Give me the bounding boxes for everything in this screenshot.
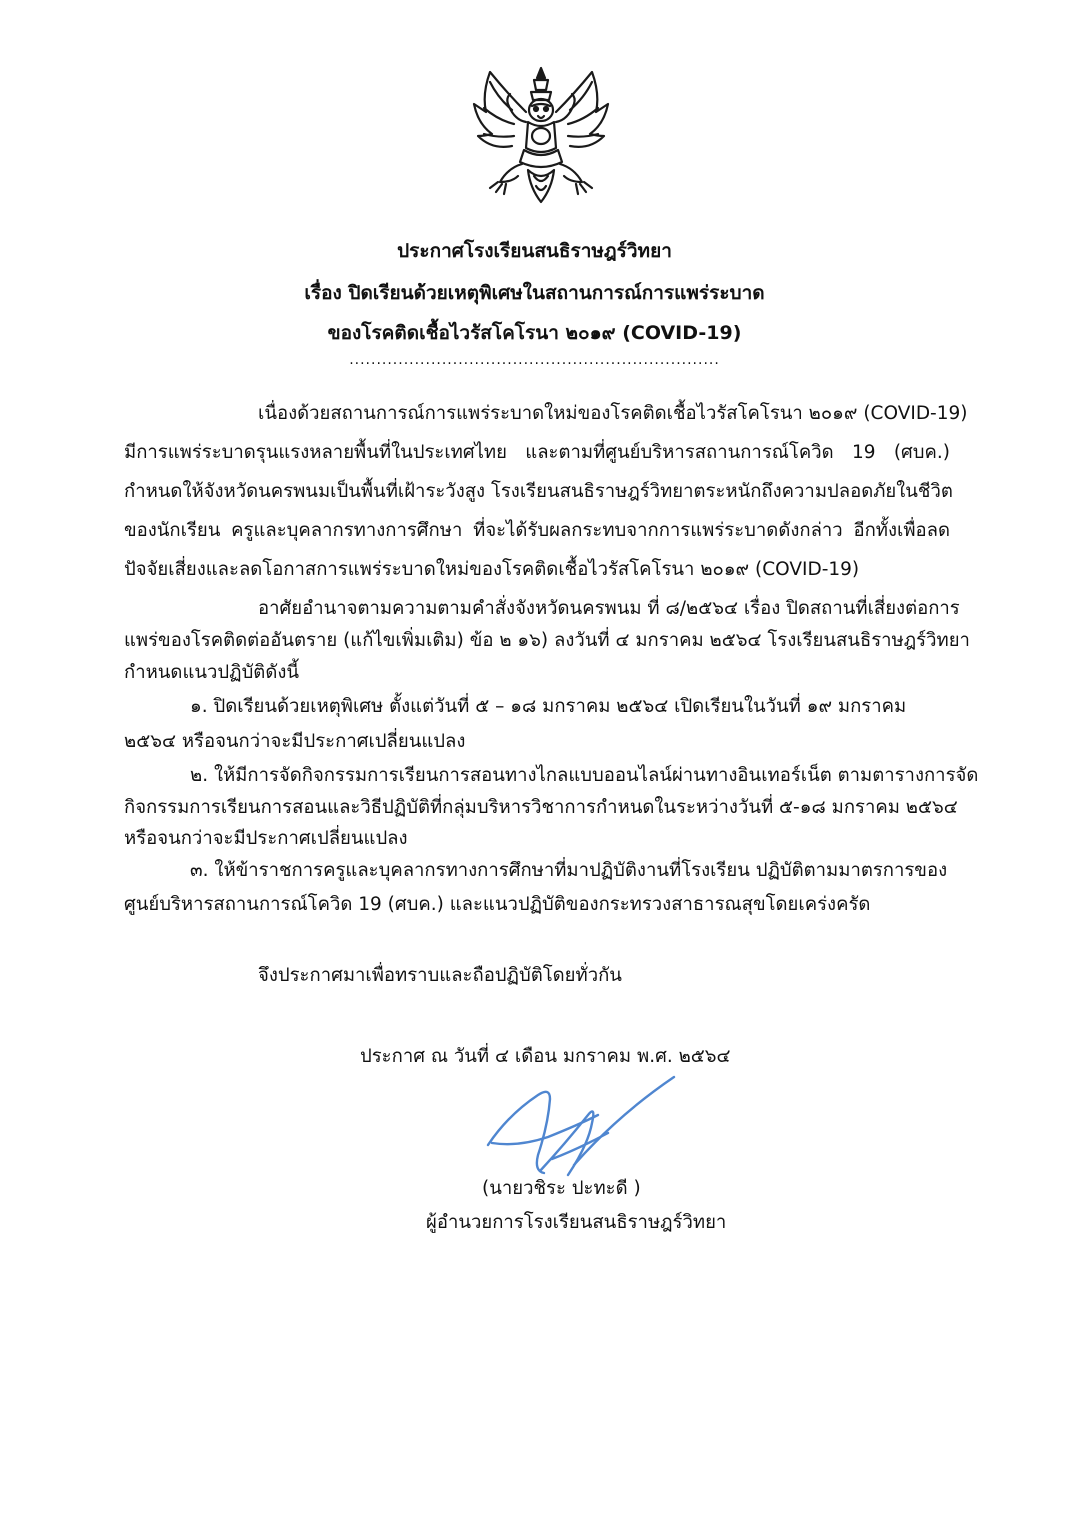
subject-line-continued: ของโรคติดเชื้อไวรัสโคโรนา ๒๐๑๙ (COVID-19) [327,322,742,344]
list-item-3: ๓. ให้ข้าราชการครูและบุคลากรทางการศึกษาที่มาปฏิบัติงานที่โรงเรียน ปฏิบัติตามมาตรการของ [190,860,948,881]
list-item-3-continued: ศูนย์บริหารสถานการณ์โควิด 19 (ศบค.) และแนวปฏิบัติของกระทรวงสาธารณสุขโดยเคร่งครัด [124,894,871,915]
list-item-2-continued: กิจกรรมการเรียนการสอนและวิธีปฏิบัติที่กลุ่มบริหารวิชาการกำหนดในระหว่างวันที่ ๕-๑๘ มกราคม ๒๕๖๔ [124,797,958,818]
paragraph-line: กำหนดให้จังหวัดนครพนมเป็นพื้นที่เฝ้าระวังสูง โรงเรียนสนธิราษฎร์วิทยาตระหนักถึงความปลอดภัยในชีวิต [124,481,953,502]
title-divider: .................................................................... [349,352,720,368]
paragraph-line: ปัจจัยเสี่ยงและลดโอกาสการแพร่ระบาดใหม่ของโรคติดเชื้อไวรัสโคโรนา ๒๐๑๙ (COVID-19) [124,559,860,580]
paragraph-line: กำหนดแนวปฏิบัติดังนี้ [124,662,300,683]
signer-name: (นายวชิระ ปะทะดี ) [482,1178,641,1199]
signer-title: ผู้อำนวยการโรงเรียนสนธิราษฎร์วิทยา [426,1212,727,1233]
closing-statement: จึงประกาศมาเพื่อทราบและถือปฏิบัติโดยทั่วกัน [258,965,622,986]
list-item-2: ๒. ให้มีการจัดกิจกรรมการเรียนการสอนทางไกลแบบออนไลน์ผ่านทางอินเทอร์เน็ต ตามตารางการจัด [190,765,979,786]
announcement-date: ประกาศ ณ วันที่ ๔ เดือน มกราคม พ.ศ. ๒๕๖๔ [360,1046,731,1067]
subject-line: เรื่อง ปิดเรียนด้วยเหตุพิเศษในสถานการณ์การแพร่ระบาด [304,282,765,304]
list-item-2-continued: หรือจนกว่าจะมีประกาศเปลี่ยนแปลง [124,828,408,849]
paragraph-line: แพร่ของโรคติดต่ออันตราย (แก้ไขเพิ่มเติม) ข้อ ๒ ๑๖) ลงวันที่ ๔ มกราคม ๒๕๖๔ โรงเรียนสนธิราษฎร์วิทยา [124,630,970,651]
paragraph-line: ของนักเรียน ครูและบุคลากรทางการศึกษา ที่จะได้รับผลกระทบจากการแพร่ระบาดดังกล่าว อีกทั้งเพื่อลด [124,520,950,541]
paragraph-line: มีการแพร่ระบาดรุนแรงหลายพื้นที่ในประเทศไทย และตามที่ศูนย์บริหารสถานการณ์โควิด 19 (ศบค.) [124,442,950,463]
paragraph-line: อาศัยอำนาจตามความตามคำสั่งจังหวัดนครพนม ที่ ๘/๒๕๖๔ เรื่อง ปิดสถานที่เสี่ยงต่อการ [258,598,960,619]
list-item-1-continued: ๒๕๖๔ หรือจนกว่าจะมีประกาศเปลี่ยนแปลง [124,731,466,752]
garuda-emblem [468,64,614,208]
list-item-1: ๑. ปิดเรียนด้วยเหตุพิเศษ ตั้งแต่วันที่ ๕ – ๑๘ มกราคม ๒๕๖๔ เปิดเรียนในวันที่ ๑๙ มกราคม [190,696,907,717]
announcement-title: ประกาศโรงเรียนสนธิราษฎร์วิทยา [397,240,672,262]
handwritten-signature [478,1075,678,1185]
paragraph-line: เนื่องด้วยสถานการณ์การแพร่ระบาดใหม่ของโรคติดเชื้อไวรัสโคโรนา ๒๐๑๙ (COVID-19) [258,403,968,424]
